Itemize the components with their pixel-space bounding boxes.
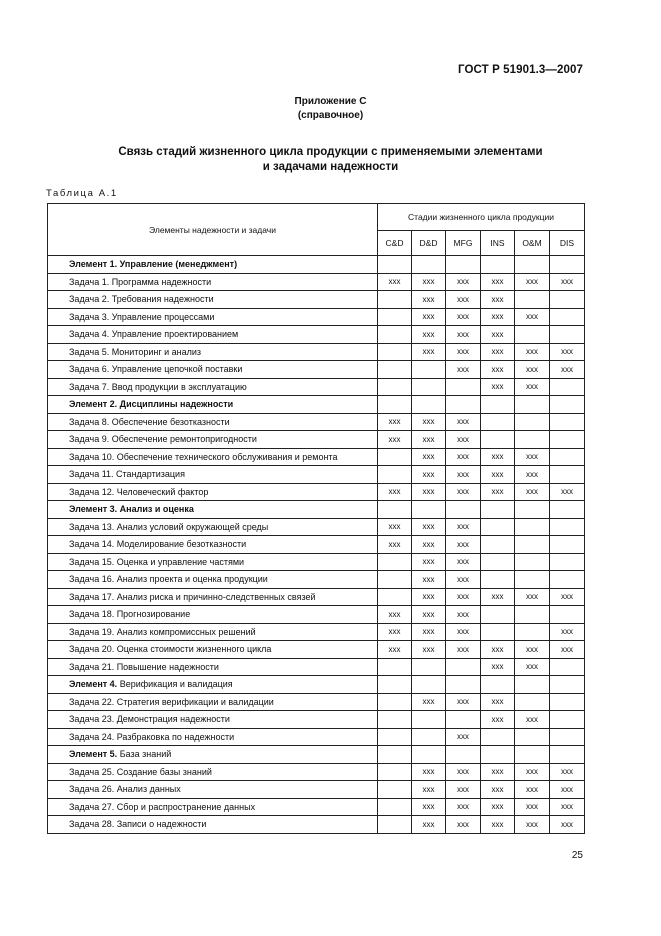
stage-cell: xxx	[446, 308, 481, 326]
stage-cell: xxx	[481, 711, 515, 729]
stage-cell: xxx	[446, 466, 481, 484]
table-row	[48, 816, 585, 834]
stage-cell: xxx	[481, 588, 515, 606]
stage-cell: xxx	[412, 606, 446, 624]
table-row	[48, 466, 585, 484]
stage-cell: xxx	[446, 728, 481, 746]
stage-cell: xxx	[515, 361, 550, 379]
stage-cell	[515, 326, 550, 344]
task-label: Задача 10. Обеспечение технического обслуживания и ремонта	[48, 448, 378, 466]
stage-cell: xxx	[481, 343, 515, 361]
stage-cell	[378, 343, 412, 361]
stage-cell: xxx	[446, 816, 481, 834]
stage-cell: xxx	[412, 466, 446, 484]
element-row	[48, 256, 585, 274]
task-label: Задача 5. Мониторинг и анализ	[48, 343, 378, 361]
element-row	[48, 501, 585, 519]
stage-cell	[481, 501, 515, 519]
stage-cell: xxx	[550, 361, 585, 379]
stage-cell	[515, 676, 550, 694]
element-label	[48, 746, 378, 764]
stage-cell: xxx	[378, 483, 412, 501]
stage-cell	[378, 291, 412, 309]
stage-cell: xxx	[446, 273, 481, 291]
stage-cell: xxx	[550, 641, 585, 659]
stage-cell	[515, 413, 550, 431]
stage-cell	[481, 746, 515, 764]
stage-cell: xxx	[412, 448, 446, 466]
stage-cell: xxx	[515, 343, 550, 361]
stage-cell	[481, 571, 515, 589]
stage-cell	[515, 606, 550, 624]
stage-cell	[412, 746, 446, 764]
stage-cell	[550, 536, 585, 554]
stage-cell: xxx	[446, 326, 481, 344]
stage-cell: xxx	[550, 273, 585, 291]
stage-cell	[378, 728, 412, 746]
stage-cell	[481, 606, 515, 624]
stage-cell: xxx	[446, 448, 481, 466]
stage-cell: xxx	[515, 658, 550, 676]
stage-cell	[550, 291, 585, 309]
stage-cell	[378, 466, 412, 484]
task-label: Задача 6. Управление цепочкой поставки	[48, 361, 378, 379]
column-header: DIS	[550, 231, 585, 256]
stage-cell	[412, 256, 446, 274]
stage-cell: xxx	[446, 606, 481, 624]
stage-cell: xxx	[515, 483, 550, 501]
column-header: C&D	[378, 231, 412, 256]
stage-cell	[481, 396, 515, 414]
stage-cell: xxx	[446, 623, 481, 641]
element-label-bold: Элемент 3. Анализ и оценка	[69, 504, 194, 515]
table-row	[48, 361, 585, 379]
stage-cell	[515, 553, 550, 571]
stage-cell	[550, 711, 585, 729]
document-code: ГОСТ Р 51901.3—2007	[458, 64, 583, 76]
stage-cell	[378, 256, 412, 274]
stage-cell: xxx	[378, 641, 412, 659]
stage-cell	[378, 693, 412, 711]
stage-cell: xxx	[481, 308, 515, 326]
element-label-bold: Элемент 2. Дисциплины надежности	[69, 399, 234, 410]
table-row	[48, 711, 585, 729]
stage-cell: xxx	[515, 641, 550, 659]
stage-cell: xxx	[550, 483, 585, 501]
stage-cell: xxx	[481, 641, 515, 659]
stage-cell	[446, 711, 481, 729]
stage-cell	[515, 746, 550, 764]
stage-cell: xxx	[481, 273, 515, 291]
task-label: Задача 19. Анализ компромиссных решений	[48, 623, 378, 641]
stage-cell: xxx	[481, 658, 515, 676]
stage-cell	[481, 431, 515, 449]
stage-cell: xxx	[481, 781, 515, 799]
stage-cell	[515, 518, 550, 536]
stage-cell: xxx	[412, 781, 446, 799]
task-label: Задача 2. Требования надежности	[48, 291, 378, 309]
task-label: Задача 14. Моделирование безотказности	[48, 536, 378, 554]
table-header-row	[48, 204, 585, 231]
reliability-table	[47, 203, 585, 834]
stage-cell	[550, 466, 585, 484]
stage-cell	[515, 693, 550, 711]
table-row	[48, 448, 585, 466]
stage-cell	[446, 378, 481, 396]
stage-cell: xxx	[412, 291, 446, 309]
table-row	[48, 483, 585, 501]
stage-cell: xxx	[481, 291, 515, 309]
stage-cell: xxx	[515, 273, 550, 291]
stage-cell: xxx	[378, 518, 412, 536]
element-row	[48, 396, 585, 414]
stage-cell: xxx	[446, 588, 481, 606]
stage-cell	[550, 413, 585, 431]
stage-cell	[378, 798, 412, 816]
stage-cell	[550, 448, 585, 466]
table-row	[48, 378, 585, 396]
element-label-rest: Верификация и валидация	[117, 679, 233, 690]
column-header: INS	[481, 231, 515, 256]
stage-cell	[515, 571, 550, 589]
stage-cell: xxx	[412, 816, 446, 834]
task-label: Задача 25. Создание базы знаний	[48, 763, 378, 781]
task-label: Задача 7. Ввод продукции в эксплуатацию	[48, 378, 378, 396]
element-label	[48, 676, 378, 694]
stage-cell	[515, 256, 550, 274]
stage-cell	[378, 326, 412, 344]
table-row	[48, 588, 585, 606]
stage-cell: xxx	[515, 378, 550, 396]
stage-cell	[550, 553, 585, 571]
stage-cell	[550, 378, 585, 396]
task-label: Задача 12. Человеческий фактор	[48, 483, 378, 501]
stage-cell: xxx	[446, 343, 481, 361]
stage-cell	[412, 378, 446, 396]
stage-cell	[446, 676, 481, 694]
stage-cell	[378, 676, 412, 694]
stage-cell	[515, 291, 550, 309]
stage-cell: xxx	[550, 343, 585, 361]
stage-cell	[481, 623, 515, 641]
stage-cell	[515, 501, 550, 519]
stage-cell: xxx	[481, 448, 515, 466]
table-row	[48, 693, 585, 711]
stage-cell: xxx	[412, 623, 446, 641]
stage-cell: xxx	[481, 326, 515, 344]
stage-cell: xxx	[378, 606, 412, 624]
stage-cell: xxx	[446, 693, 481, 711]
table-row	[48, 763, 585, 781]
table-row	[48, 553, 585, 571]
table-row	[48, 781, 585, 799]
task-label: Задача 17. Анализ риска и причинно-следственных связей	[48, 588, 378, 606]
stage-cell	[550, 658, 585, 676]
stage-cell	[550, 728, 585, 746]
stage-cell: xxx	[412, 308, 446, 326]
element-row	[48, 746, 585, 764]
table-row	[48, 326, 585, 344]
element-label	[48, 256, 378, 274]
page-title-line-2: и задачами надежности	[262, 161, 399, 173]
left-header: Элементы надежности и задачи	[48, 204, 378, 256]
stage-cell: xxx	[446, 291, 481, 309]
table-row	[48, 641, 585, 659]
stage-cell: xxx	[412, 641, 446, 659]
stage-cell	[412, 728, 446, 746]
stage-cell: xxx	[412, 518, 446, 536]
task-label: Задача 18. Прогнозирование	[48, 606, 378, 624]
stage-cell	[378, 378, 412, 396]
stage-cell: xxx	[515, 308, 550, 326]
table-row	[48, 291, 585, 309]
stage-cell	[481, 676, 515, 694]
element-row	[48, 676, 585, 694]
stage-cell: xxx	[481, 466, 515, 484]
stage-cell: xxx	[446, 781, 481, 799]
table-row	[48, 623, 585, 641]
stage-cell: xxx	[412, 693, 446, 711]
task-label: Задача 28. Записи о надежности	[48, 816, 378, 834]
stage-cell: xxx	[515, 781, 550, 799]
task-label: Задача 26. Анализ данных	[48, 781, 378, 799]
stage-cell: xxx	[515, 711, 550, 729]
stage-cell	[550, 571, 585, 589]
task-label: Задача 13. Анализ условий окружающей среды	[48, 518, 378, 536]
stage-cell	[378, 658, 412, 676]
stage-cell: xxx	[446, 571, 481, 589]
stage-cell	[412, 501, 446, 519]
stage-cell	[481, 553, 515, 571]
stage-cell: xxx	[412, 763, 446, 781]
stage-cell	[446, 396, 481, 414]
task-label: Задача 27. Сбор и распространение данных	[48, 798, 378, 816]
table-row	[48, 413, 585, 431]
stage-cell	[550, 518, 585, 536]
element-label-bold: Элемент 5.	[69, 749, 118, 760]
stage-cell: xxx	[446, 536, 481, 554]
stage-cell	[378, 763, 412, 781]
stage-cell: xxx	[446, 483, 481, 501]
task-label: Задача 3. Управление процессами	[48, 308, 378, 326]
element-label-rest: База знаний	[117, 749, 172, 760]
stage-cell	[378, 588, 412, 606]
stage-cell	[378, 396, 412, 414]
stage-cell: xxx	[515, 763, 550, 781]
stage-cell: xxx	[378, 431, 412, 449]
stage-cell	[412, 711, 446, 729]
task-label: Задача 8. Обеспечение безотказности	[48, 413, 378, 431]
stage-cell: xxx	[550, 816, 585, 834]
table-label: Таблица А.1	[46, 188, 118, 199]
stage-cell	[515, 728, 550, 746]
stage-cell: xxx	[412, 588, 446, 606]
table-row	[48, 273, 585, 291]
table-row	[48, 658, 585, 676]
stage-cell: xxx	[412, 413, 446, 431]
column-header: O&M	[515, 231, 550, 256]
stage-cell	[550, 606, 585, 624]
stage-cell	[378, 711, 412, 729]
stage-cell	[378, 816, 412, 834]
stage-cell: xxx	[550, 781, 585, 799]
stage-cell	[515, 536, 550, 554]
stage-cell	[412, 396, 446, 414]
stage-cell	[550, 746, 585, 764]
stage-cell	[550, 693, 585, 711]
stage-cell: xxx	[481, 693, 515, 711]
stage-cell: xxx	[446, 641, 481, 659]
stage-cell: xxx	[412, 571, 446, 589]
appendix-title: Приложение С	[294, 96, 367, 107]
table-row	[48, 571, 585, 589]
task-label: Задача 24. Разбраковка по надежности	[48, 728, 378, 746]
stage-cell: xxx	[481, 763, 515, 781]
task-label: Задача 21. Повышение надежности	[48, 658, 378, 676]
task-label: Задача 23. Демонстрация надежности	[48, 711, 378, 729]
stage-cell	[481, 413, 515, 431]
stage-cell: xxx	[412, 553, 446, 571]
stage-cell	[412, 658, 446, 676]
stage-cell	[515, 396, 550, 414]
page-title-line-1: Связь стадий жизненного цикла продукции с применяемыми элементами	[118, 146, 543, 158]
task-label: Задача 16. Анализ проекта и оценка продукции	[48, 571, 378, 589]
stage-cell: xxx	[412, 798, 446, 816]
stage-cell: xxx	[515, 816, 550, 834]
stage-cell: xxx	[446, 763, 481, 781]
stage-cell: xxx	[412, 273, 446, 291]
stage-cell: xxx	[378, 623, 412, 641]
task-label: Задача 20. Оценка стоимости жизненного цикла	[48, 641, 378, 659]
stage-cell	[515, 623, 550, 641]
task-label: Задача 1. Программа надежности	[48, 273, 378, 291]
page-number: 25	[571, 850, 583, 861]
stage-cell: xxx	[412, 536, 446, 554]
stage-cell: xxx	[412, 483, 446, 501]
stage-cell	[412, 361, 446, 379]
stage-cell	[446, 501, 481, 519]
task-label: Задача 11. Стандартизация	[48, 466, 378, 484]
stage-cell	[550, 326, 585, 344]
stage-cell: xxx	[412, 431, 446, 449]
stage-cell: xxx	[446, 361, 481, 379]
table-row	[48, 343, 585, 361]
stage-cell: xxx	[446, 798, 481, 816]
table-row	[48, 606, 585, 624]
stage-cell	[446, 746, 481, 764]
stage-cell: xxx	[481, 816, 515, 834]
task-label: Задача 4. Управление проектированием	[48, 326, 378, 344]
stage-cell: xxx	[378, 273, 412, 291]
stage-cell: xxx	[446, 553, 481, 571]
stage-cell	[378, 571, 412, 589]
stage-cell	[515, 431, 550, 449]
element-label-bold: Элемент 4.	[69, 679, 118, 690]
table-row	[48, 308, 585, 326]
stage-cell: xxx	[550, 763, 585, 781]
table-row	[48, 536, 585, 554]
table-row	[48, 728, 585, 746]
stage-cell	[550, 676, 585, 694]
stage-cell	[550, 256, 585, 274]
task-label: Задача 9. Обеспечение ремонтопригодности	[48, 431, 378, 449]
stage-cell	[378, 361, 412, 379]
column-header: D&D	[412, 231, 446, 256]
task-label: Задача 15. Оценка и управление частями	[48, 553, 378, 571]
element-label	[48, 501, 378, 519]
stage-cell: xxx	[481, 378, 515, 396]
stage-cell	[481, 536, 515, 554]
stage-cell: xxx	[550, 798, 585, 816]
stage-cell	[378, 308, 412, 326]
stage-cell	[550, 501, 585, 519]
stage-cell	[550, 431, 585, 449]
stage-cell	[378, 781, 412, 799]
stage-cell: xxx	[550, 588, 585, 606]
stage-cell: xxx	[515, 798, 550, 816]
stage-cell	[378, 553, 412, 571]
stage-cell	[481, 728, 515, 746]
element-label	[48, 396, 378, 414]
element-label-bold: Элемент 1. Управление (менеджмент)	[69, 259, 238, 270]
stage-cell: xxx	[515, 588, 550, 606]
stage-cell	[481, 518, 515, 536]
stage-cell	[481, 256, 515, 274]
stage-cell: xxx	[446, 518, 481, 536]
stage-cell: xxx	[412, 343, 446, 361]
stage-cell	[550, 308, 585, 326]
stage-cell	[412, 676, 446, 694]
column-header: MFG	[446, 231, 481, 256]
table-row	[48, 431, 585, 449]
group-header: Стадии жизненного цикла продукции	[378, 204, 585, 231]
stage-cell: xxx	[412, 326, 446, 344]
stage-cell	[550, 396, 585, 414]
stage-cell	[378, 448, 412, 466]
stage-cell	[378, 746, 412, 764]
stage-cell: xxx	[550, 623, 585, 641]
stage-cell: xxx	[481, 798, 515, 816]
stage-cell: xxx	[378, 413, 412, 431]
table-row	[48, 798, 585, 816]
stage-cell: xxx	[515, 466, 550, 484]
stage-cell: xxx	[481, 483, 515, 501]
stage-cell: xxx	[378, 536, 412, 554]
stage-cell	[446, 658, 481, 676]
task-label: Задача 22. Стратегия верификации и валидации	[48, 693, 378, 711]
stage-cell: xxx	[446, 413, 481, 431]
stage-cell: xxx	[446, 431, 481, 449]
table-row	[48, 518, 585, 536]
stage-cell	[378, 501, 412, 519]
appendix-subtitle: (справочное)	[297, 110, 364, 121]
stage-cell: xxx	[481, 361, 515, 379]
stage-cell	[446, 256, 481, 274]
stage-cell: xxx	[515, 448, 550, 466]
